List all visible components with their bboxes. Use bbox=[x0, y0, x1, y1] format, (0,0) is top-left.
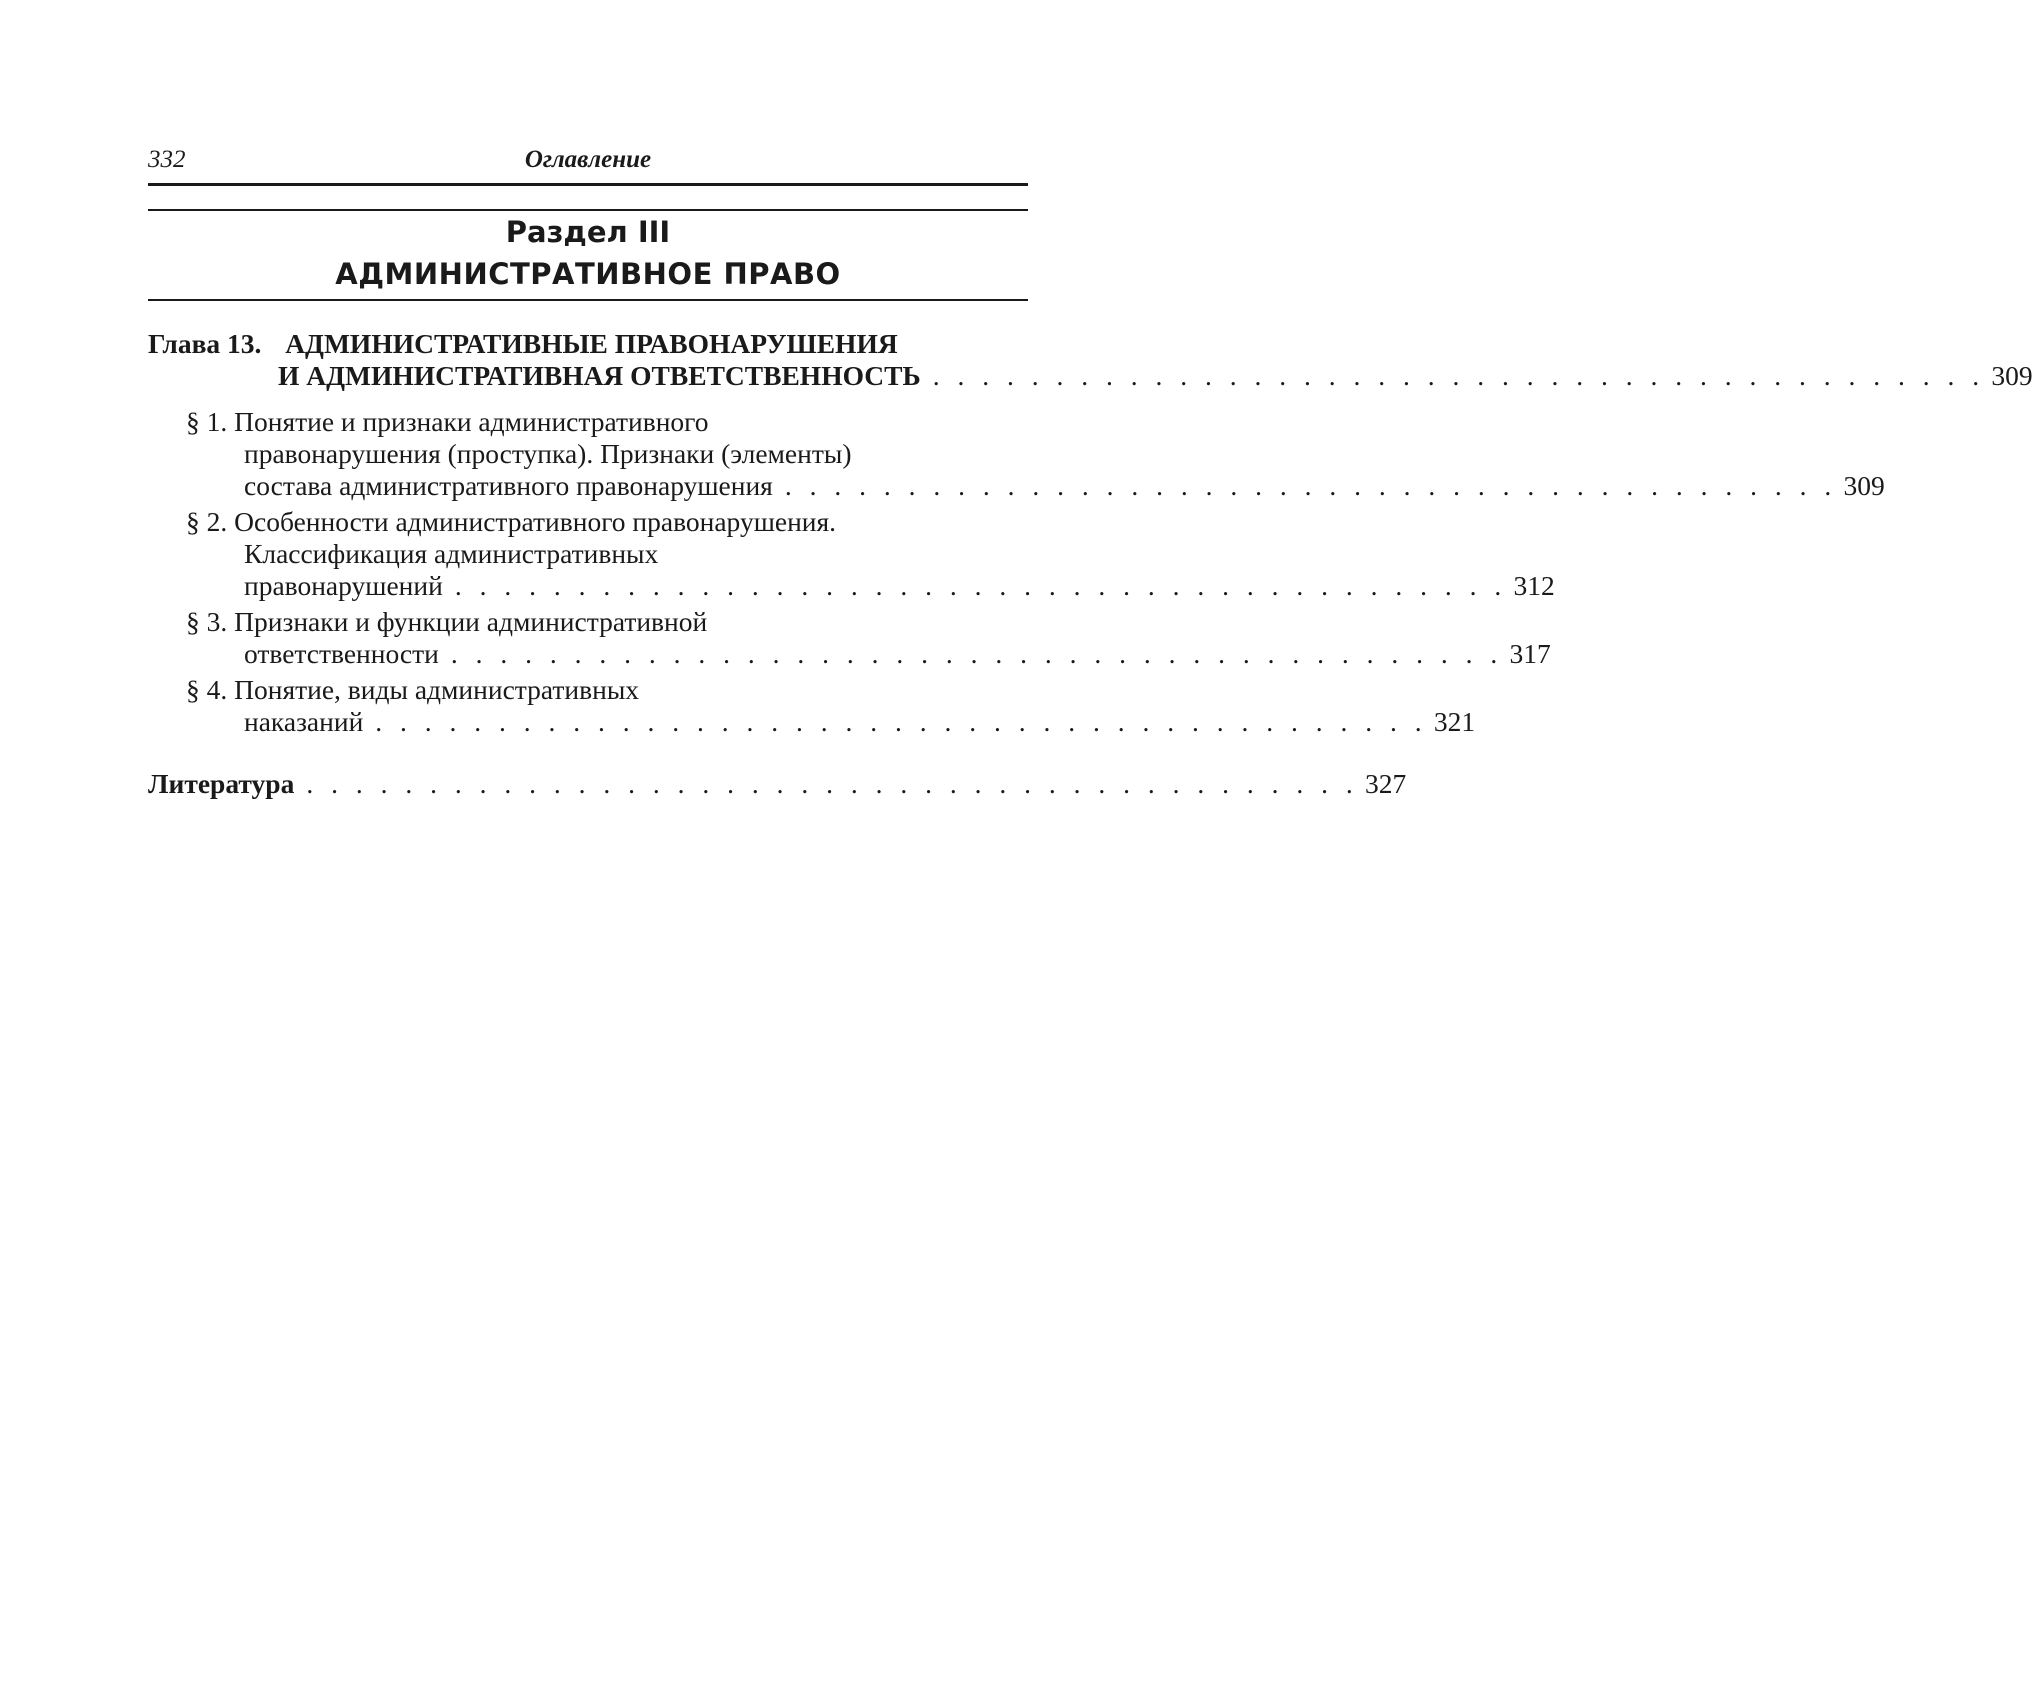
toc-entry-paragraph-3[interactable] bbox=[148, 606, 1551, 670]
section-title: АДМИНИСТРАТИВНОЕ ПРАВО bbox=[335, 257, 841, 291]
toc-entry-paragraph-2[interactable] bbox=[148, 506, 1555, 602]
section-rule-top bbox=[148, 209, 1028, 211]
chapter-title-line-2: И АДМИНИСТРАТИВНАЯ ОТВЕТСТВЕННОСТЬ bbox=[278, 360, 921, 391]
running-head bbox=[148, 146, 1028, 182]
toc-entry-paragraph-1[interactable] bbox=[148, 406, 1885, 502]
section-heading bbox=[148, 212, 1028, 296]
entry-line: ответственности bbox=[244, 638, 439, 669]
running-title: Оглавление bbox=[524, 146, 652, 173]
table-of-contents bbox=[148, 328, 2033, 800]
entry-last-line bbox=[148, 638, 1551, 670]
entry-last-line bbox=[148, 570, 1555, 602]
entry-line: § 2. Особенности административного правонарушения. bbox=[186, 506, 837, 537]
chapter-prefix: Глава 13. bbox=[148, 328, 262, 359]
dot-leader: . . . . . . . . . . . . . . . . . . . . . . . . . . . . . . . . . . . . . . . . . . . bbox=[375, 706, 1428, 737]
entry-last-line bbox=[148, 470, 1885, 502]
section-rule-bottom bbox=[148, 299, 1028, 301]
chapter-page: 309 bbox=[1991, 360, 2033, 391]
toc-entry-literature[interactable] bbox=[148, 768, 1407, 800]
header-rule bbox=[148, 183, 1028, 186]
entry-line: § 1. Понятие и признаки административного bbox=[186, 406, 709, 437]
dot-leader: . . . . . . . . . . . . . . . . . . . . . . . . . . . . . . . . . . . . . . . . . . . bbox=[932, 360, 1985, 391]
dot-leader: . . . . . . . . . . . . . . . . . . . . . . . . . . . . . . . . . . . . . . . . . . . bbox=[454, 570, 1507, 601]
dot-leader: . . . . . . . . . . . . . . . . . . . . . . . . . . . . . . . . . . . . . . . . . . . bbox=[784, 470, 1837, 501]
entry-line: правонарушений bbox=[244, 570, 443, 601]
literature-label: Литература bbox=[148, 768, 295, 799]
toc-entry-paragraph-4[interactable] bbox=[148, 674, 1476, 738]
entry-page: 321 bbox=[1433, 706, 1476, 737]
page-number: 332 bbox=[148, 146, 186, 173]
chapter-line-1 bbox=[148, 328, 1028, 360]
entry-last-line bbox=[148, 706, 1476, 738]
entry-line: правонарушения (проступка). Признаки (элементы) bbox=[244, 438, 852, 469]
entry-page: 309 bbox=[1843, 470, 1885, 501]
entry-line: наказаний bbox=[244, 706, 364, 737]
entry-line: состава административного правонарушения bbox=[244, 470, 773, 501]
dot-leader: . . . . . . . . . . . . . . . . . . . . . . . . . . . . . . . . . . . . . . . . . . . bbox=[450, 638, 1503, 669]
chapter-line-2[interactable] bbox=[148, 360, 2033, 392]
entry-page: 312 bbox=[1513, 570, 1555, 601]
entry-page: 317 bbox=[1509, 638, 1551, 669]
chapter-title-line-1: АДМИНИСТРАТИВНЫЕ ПРАВОНАРУШЕНИЯ bbox=[285, 328, 898, 359]
literature-page: 327 bbox=[1364, 768, 1407, 799]
entry-line: § 3. Признаки и функции административной bbox=[186, 606, 708, 637]
entry-line: Классификация административных bbox=[244, 538, 659, 569]
entry-line: § 4. Понятие, виды административных bbox=[186, 674, 640, 705]
section-label: Раздел III bbox=[505, 215, 671, 249]
dot-leader: . . . . . . . . . . . . . . . . . . . . . . . . . . . . . . . . . . . . . . . . . . . bbox=[306, 768, 1359, 799]
